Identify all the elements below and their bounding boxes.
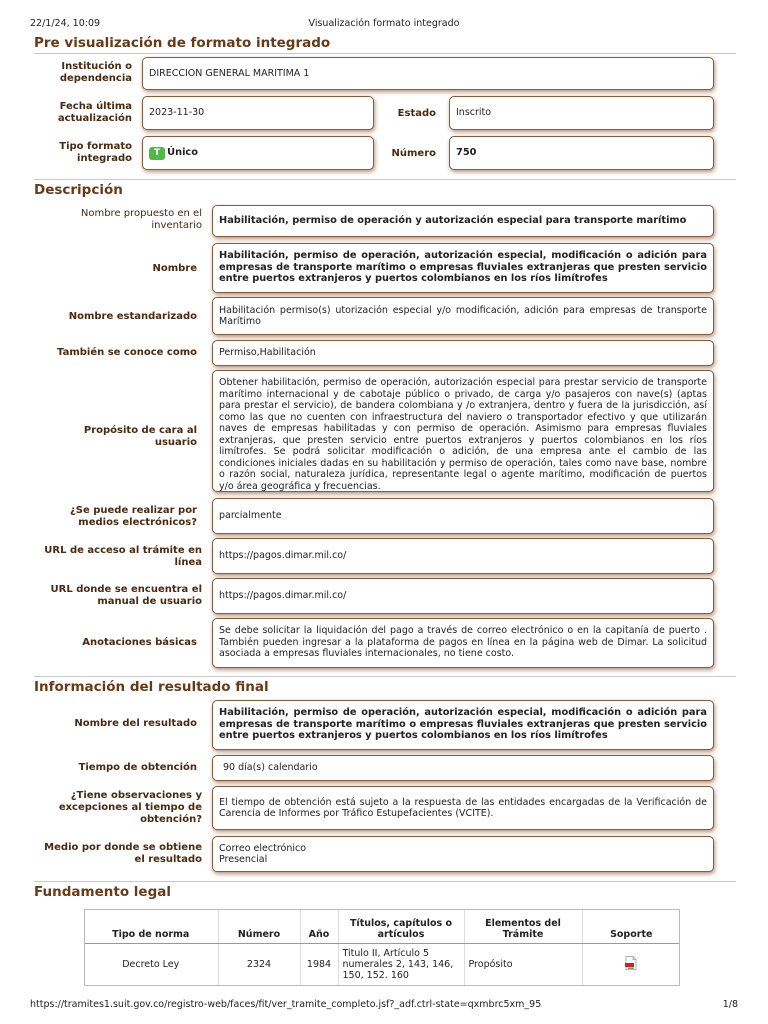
divider bbox=[34, 179, 736, 180]
fundamento-legal-table bbox=[84, 909, 680, 985]
print-footer-url: https://tramites1.suit.gov.co/registro-web/faces/fit/ver_tramite_completo.jsf?_adf.ctrl-state=qxmbrc5xm_95 bbox=[30, 999, 542, 1010]
cell-tipo: Decreto Ley bbox=[84, 943, 218, 985]
numero-field bbox=[449, 136, 714, 170]
pdf-icon[interactable] bbox=[625, 956, 637, 970]
estado-label: Estado bbox=[397, 108, 436, 119]
tiempo-obtencion-value: 90 día(s) calendario bbox=[223, 762, 318, 774]
medios-electronicos-value: parcialmente bbox=[219, 510, 282, 522]
divider bbox=[34, 881, 736, 882]
print-document-title: Visualización formato integrado bbox=[308, 18, 460, 29]
nombre-propuesto-label: Nombre propuesto en el inventario bbox=[80, 208, 202, 231]
numero-label: Número bbox=[391, 148, 436, 159]
nombre-value: Habilitación, permiso de operación, autorización especial, modificación o adición para empresas de transporte marítimo o empresas fluviales extranjeras que presten servicio entre puertos extranjeros y puertos colombianos en los ríos limítrofes bbox=[219, 250, 707, 284]
institucion-label: Institución o dependencia bbox=[59, 61, 132, 84]
medios-electronicos-label: ¿Se puede realizar por medios electrónicos? bbox=[69, 505, 197, 528]
divider bbox=[34, 53, 736, 54]
url-acceso-link[interactable]: https://pagos.dimar.mil.co/ bbox=[219, 550, 347, 562]
observaciones-label: ¿Tiene observaciones y excepciones al tiempo de obtención? bbox=[58, 790, 202, 825]
fecha-value: 2023-11-30 bbox=[149, 107, 205, 119]
col-elementos: Elementos del Trámite bbox=[464, 909, 582, 943]
nombre-estandarizado-label: Nombre estandarizado bbox=[68, 311, 197, 322]
fecha-label: Fecha última actualización bbox=[57, 101, 132, 124]
cell-anio: 1984 bbox=[300, 943, 338, 985]
resultado-nombre-value: Habilitación, permiso de operación, autorización especial, modificación o adición para empresas de transporte marítimo o empresas fluviales extranjeras que presten servicio entre puertos extranjeros y puertos colombianos en los ríos limítrofes bbox=[219, 707, 707, 741]
anotaciones-field bbox=[212, 618, 714, 668]
col-titulos: Títulos, capítulos o artículos bbox=[338, 909, 464, 943]
divider bbox=[34, 676, 736, 677]
url-acceso-field bbox=[212, 538, 714, 574]
col-soporte: Soporte bbox=[582, 909, 680, 943]
tipo-formato-label: Tipo formato integrado bbox=[59, 141, 132, 164]
preview-heading: Pre visualización de formato integrado bbox=[34, 35, 331, 51]
conoce-como-field bbox=[212, 340, 714, 366]
col-numero: Número bbox=[218, 909, 300, 943]
proposito-field bbox=[212, 370, 714, 492]
nombre-estandarizado-value: Habilitación permiso(s) utorización especial y/o modificación, adición para empresas de transporte Marítimo bbox=[219, 304, 707, 327]
url-acceso-label: URL de acceso al trámite en línea bbox=[44, 545, 202, 568]
resultado-nombre-field bbox=[212, 700, 714, 750]
tiempo-obtencion-field bbox=[212, 755, 714, 781]
nombre-field bbox=[212, 243, 714, 293]
nombre-propuesto-value: Habilitación, permiso de operación y autorización especial para transporte marítimo bbox=[219, 215, 687, 227]
cell-soporte bbox=[582, 943, 680, 985]
nombre-label: Nombre bbox=[152, 263, 197, 274]
conoce-como-value: Permiso,Habilitación bbox=[219, 347, 316, 359]
cell-elementos: Propósito bbox=[464, 943, 582, 985]
medio-resultado-label: Medio por donde se obtiene el resultado bbox=[44, 842, 202, 865]
col-tipo-norma: Tipo de norma bbox=[84, 909, 218, 943]
tiempo-obtencion-label: Tiempo de obtención bbox=[78, 762, 197, 773]
resultado-nombre-label: Nombre del resultado bbox=[74, 718, 197, 729]
tipo-formato-field bbox=[142, 136, 374, 170]
medio-resultado-line2: Presencial bbox=[219, 854, 268, 865]
url-manual-field bbox=[212, 578, 714, 614]
conoce-como-label: También se conoce como bbox=[57, 347, 197, 358]
descripcion-heading: Descripción bbox=[34, 182, 123, 198]
medios-electronicos-field bbox=[212, 498, 714, 534]
table-row bbox=[84, 943, 680, 985]
observaciones-field bbox=[212, 786, 714, 830]
tipo-formato-value: Único bbox=[167, 146, 198, 158]
proposito-label: Propósito de cara al usuario bbox=[83, 425, 197, 448]
nombre-estandarizado-field bbox=[212, 297, 714, 335]
fecha-field bbox=[142, 96, 374, 130]
url-manual-label: URL donde se encuentra el manual de usuario bbox=[50, 584, 202, 607]
print-header bbox=[30, 18, 738, 32]
proposito-value: Obtener habilitación, permiso de operación, autorización especial para prestar servicio de transporte marítimo internacional y de cabotaje público o privado, de carga y/o pasajeros con nave(s) (aptas para prestar el servicio), de bandera colombiana y /o extranjera, dentro y fuera de la jurisdicción, así como las que no cuenten con infraestructura del naviero o transportador efectivo y que utilizarán naves de empresas habilitadas y con permiso de operación. Asimismo para empresas fluviales extranjeras, que presten servicio entre puertos extranjeros y puertos colombianos en los ríos limítrofes. Se podrá solicitar modificación o adición, de una empresa ante el cambio de las condiciones iniciales dadas en su habilitación y permiso de operación, tales como nave base, nombre o razón social, naturaleza jurídica, representante legal o agente marítimo, modificación de puertos y/o área geográfica y frecuencias. bbox=[219, 377, 707, 492]
observaciones-value: El tiempo de obtención está sujeto a la respuesta de las entidades encargadas de la Verificación de Carencia de Informes por Tráfico Estupefacientes (VCITE). bbox=[219, 796, 707, 819]
estado-field bbox=[449, 96, 714, 130]
numero-value: 750 bbox=[456, 147, 477, 159]
cell-titulos: Titulo II, Artículo 5 numerales 2, 143, 146, 150, 152. 160 bbox=[338, 943, 464, 985]
medio-resultado-field bbox=[212, 836, 714, 872]
cell-numero: 2324 bbox=[218, 943, 300, 985]
fundamento-heading: Fundamento legal bbox=[34, 884, 171, 900]
url-manual-link[interactable]: https://pagos.dimar.mil.co/ bbox=[219, 590, 347, 602]
table-header-row bbox=[84, 909, 680, 943]
medio-resultado-line1: Correo electrónico bbox=[219, 842, 307, 854]
col-anio: Año bbox=[300, 909, 338, 943]
resultado-heading: Información del resultado final bbox=[34, 679, 269, 695]
institucion-value: DIRECCION GENERAL MARITIMA 1 bbox=[149, 67, 310, 79]
print-page-number: 1/8 bbox=[722, 999, 738, 1010]
print-datetime: 22/1/24, 10:09 bbox=[30, 18, 101, 29]
estado-value: Inscrito bbox=[456, 107, 492, 119]
anotaciones-value: Se debe solicitar la liquidación del pago a través de correo electrónico o en la capitanía de puerto . También pueden ingresar a la plataforma de pagos en línea en la página web de Dimar. La solicitud asociada a empresas fluviales internacionales, no tiene costo. bbox=[219, 625, 707, 659]
institucion-field bbox=[142, 57, 714, 90]
anotaciones-label: Anotaciones básicas bbox=[82, 637, 197, 648]
nombre-propuesto-field bbox=[212, 205, 714, 237]
tipo-badge: T bbox=[149, 147, 165, 160]
